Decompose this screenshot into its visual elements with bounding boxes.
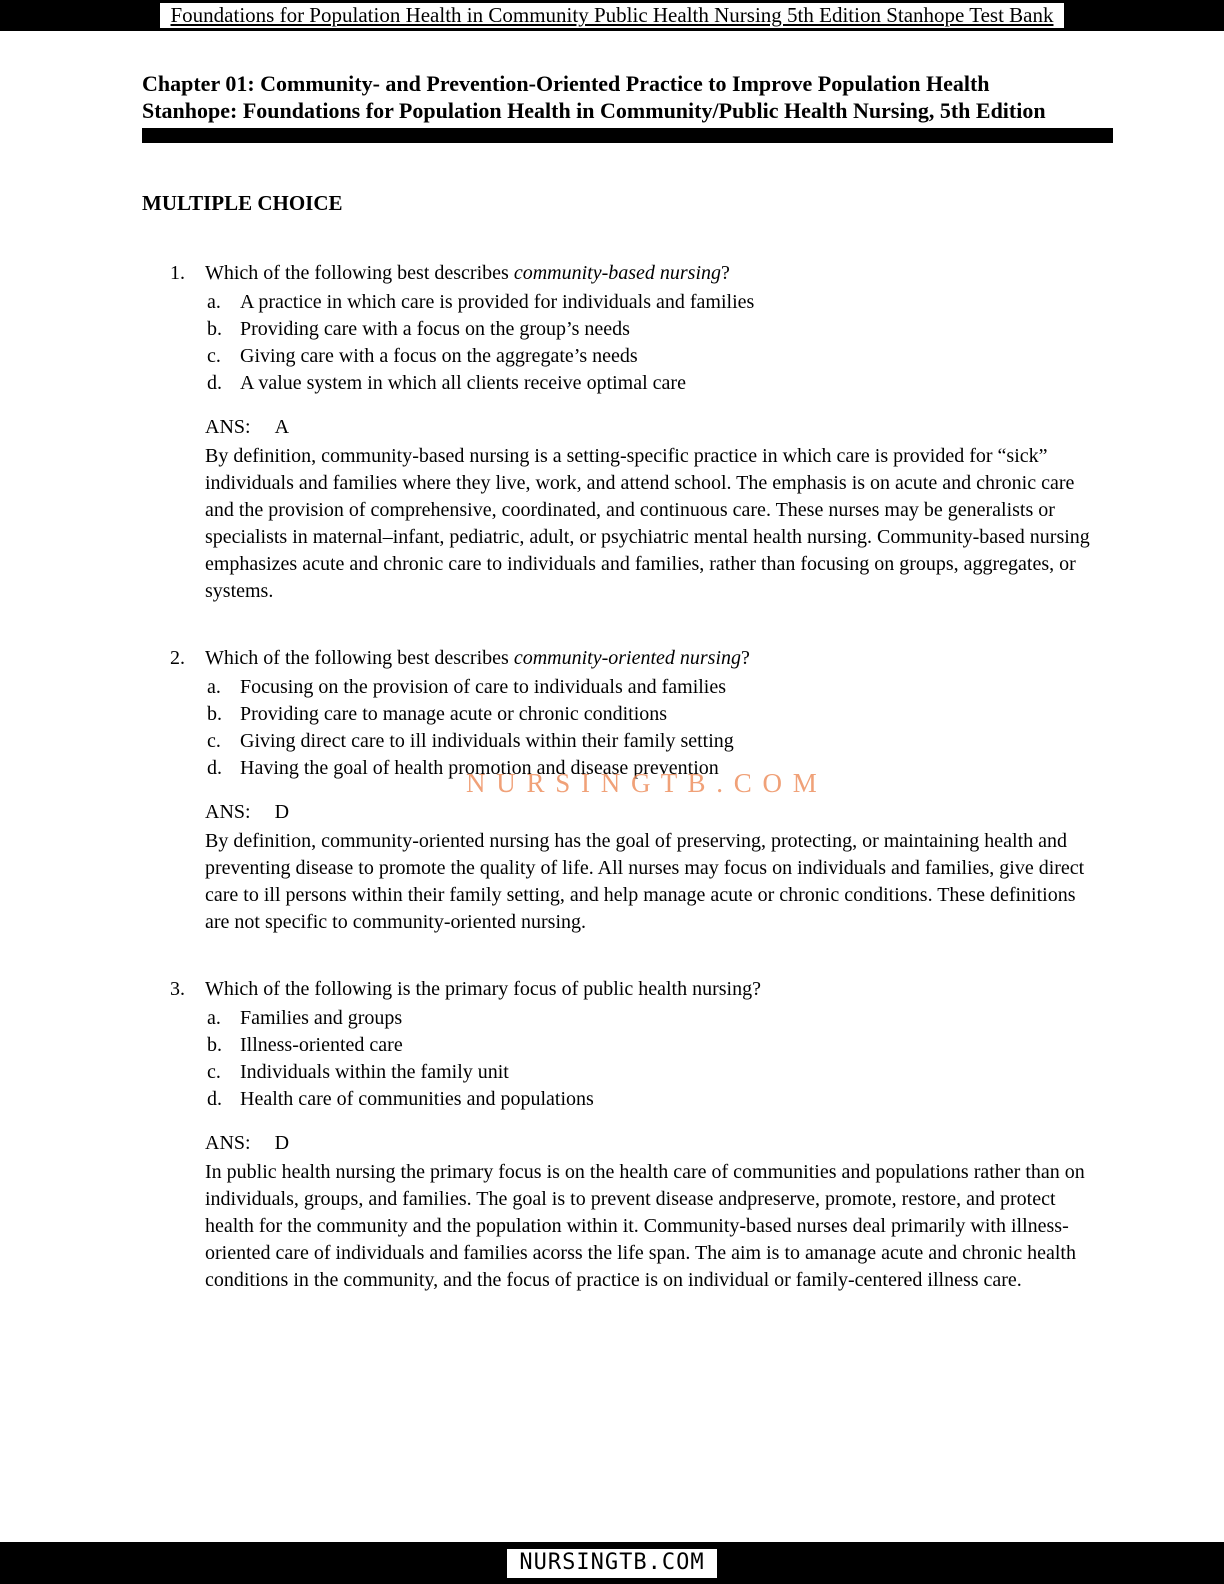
option-letter: c. <box>207 1061 221 1083</box>
option-list <box>207 289 1113 397</box>
option-a <box>207 289 1113 316</box>
header-banner-box <box>158 1 1065 30</box>
question-list <box>142 260 1113 1294</box>
option-text: Individuals within the family unit <box>240 1061 509 1083</box>
option-text: Giving direct care to ill individuals within their family setting <box>240 730 734 752</box>
option-text: A value system in which all clients receive optimal care <box>240 372 686 394</box>
answer-label: ANS: <box>205 416 251 438</box>
option-d <box>207 370 1113 397</box>
heading-divider <box>142 128 1113 143</box>
document-body <box>142 70 1113 1294</box>
question-1 <box>142 260 1113 605</box>
answer-label: ANS: <box>205 801 251 823</box>
rationale: In public health nursing the primary focus is on the health care of communities and populations rather than on individuals, groups, and families. The goal is to prevent disease andpreserve, promote, restore, and protect health for the community and the population within it. Community-based nurses deal primarily with illness-oriented care of individuals and families acorss the life span. The aim is to amanage acute and chronic health conditions in the community, and the focus of practice is on individual or family-centered illness care. <box>205 1161 1085 1291</box>
option-c <box>207 1059 1113 1086</box>
answer-label: ANS: <box>205 1132 251 1154</box>
chapter-title <box>142 70 1054 124</box>
section-heading: MULTIPLE CHOICE <box>142 191 343 215</box>
option-text: Focusing on the provision of care to individuals and families <box>240 676 727 698</box>
option-text: Families and groups <box>240 1007 403 1029</box>
option-letter: a. <box>207 291 221 313</box>
header-banner-text: Foundations for Population Health in Community Public Health Nursing 5th Edition Stanhope Test Bank <box>170 3 1054 27</box>
answer-row <box>205 414 1113 441</box>
question-text: Which of the following best describes community-oriented nursing? <box>205 647 750 669</box>
option-c <box>207 343 1113 370</box>
question-number: 1. <box>170 262 185 284</box>
option-letter: c. <box>207 730 221 752</box>
option-letter: d. <box>207 1088 222 1110</box>
option-letter: b. <box>207 703 222 725</box>
option-b <box>207 1032 1113 1059</box>
question-3 <box>142 976 1113 1294</box>
option-d <box>207 755 1113 782</box>
question-number: 2. <box>170 647 185 669</box>
option-text: Having the goal of health promotion and disease prevention <box>240 757 719 779</box>
rationale: By definition, community-based nursing is a setting-specific practice in which care is provided for “sick” individuals and families where they live, work, and attend school. The emphasis is on acute and chronic care and the provision of comprehensive, coordinated, and continuous care. These nurses may be generalists or specialists in maternal–infant, pediatric, adult, or psychiatric mental health nursing. Community-based nursing emphasizes acute and chronic care to individuals and families, rather than focusing on groups, aggregates, or systems. <box>205 445 1090 602</box>
option-letter: a. <box>207 1007 221 1029</box>
option-text: A practice in which care is provided for individuals and families <box>240 291 755 313</box>
option-letter: b. <box>207 318 222 340</box>
option-letter: d. <box>207 757 222 779</box>
option-text: Health care of communities and populations <box>240 1088 594 1110</box>
option-text: Providing care with a focus on the group’s needs <box>240 318 630 340</box>
answer-row <box>205 799 1113 826</box>
header-banner-bar <box>0 0 1224 31</box>
answer-value: D <box>274 1132 290 1154</box>
answer-value: D <box>274 801 290 823</box>
watermark-text: N U R S I N G T B . C O M <box>466 768 819 798</box>
option-letter: a. <box>207 676 221 698</box>
option-b <box>207 316 1113 343</box>
question-number: 3. <box>170 978 185 1000</box>
option-letter: d. <box>207 372 222 394</box>
option-text: Illness-oriented care <box>240 1034 403 1056</box>
option-text: Giving care with a focus on the aggregate’s needs <box>240 345 638 367</box>
option-b <box>207 701 1113 728</box>
footer-text: NURSINGTB.COM <box>519 1549 705 1575</box>
option-d <box>207 1086 1113 1113</box>
question-text: Which of the following is the primary focus of public health nursing? <box>205 978 761 1000</box>
option-letter: c. <box>207 345 221 367</box>
option-letter: b. <box>207 1034 222 1056</box>
chapter-title-line2: Stanhope: Foundations for Population Health in Community/Public Health Nursing, 5th Edition <box>142 98 1046 123</box>
chapter-title-line1: Chapter 01: Community- and Prevention-Oriented Practice to Improve Population Health <box>142 71 990 96</box>
question-2 <box>142 645 1113 936</box>
question-text: Which of the following best describes community-based nursing? <box>205 262 730 284</box>
footer-box <box>505 1547 718 1580</box>
footer-bar <box>0 1542 1224 1584</box>
option-list <box>207 674 1113 782</box>
option-a <box>207 674 1113 701</box>
option-a <box>207 1005 1113 1032</box>
option-list <box>207 1005 1113 1113</box>
answer-value: A <box>274 416 290 438</box>
option-text: Providing care to manage acute or chronic conditions <box>240 703 668 725</box>
option-c <box>207 728 1113 755</box>
rationale: By definition, community-oriented nursing has the goal of preserving, protecting, or maintaining health and preventing disease to promote the quality of life. All nurses may focus on individuals and families, give direct care to ill persons within their family setting, and help manage acute or chronic conditions. These definitions are not specific to community-oriented nursing. <box>205 830 1085 933</box>
answer-row <box>205 1130 1113 1157</box>
